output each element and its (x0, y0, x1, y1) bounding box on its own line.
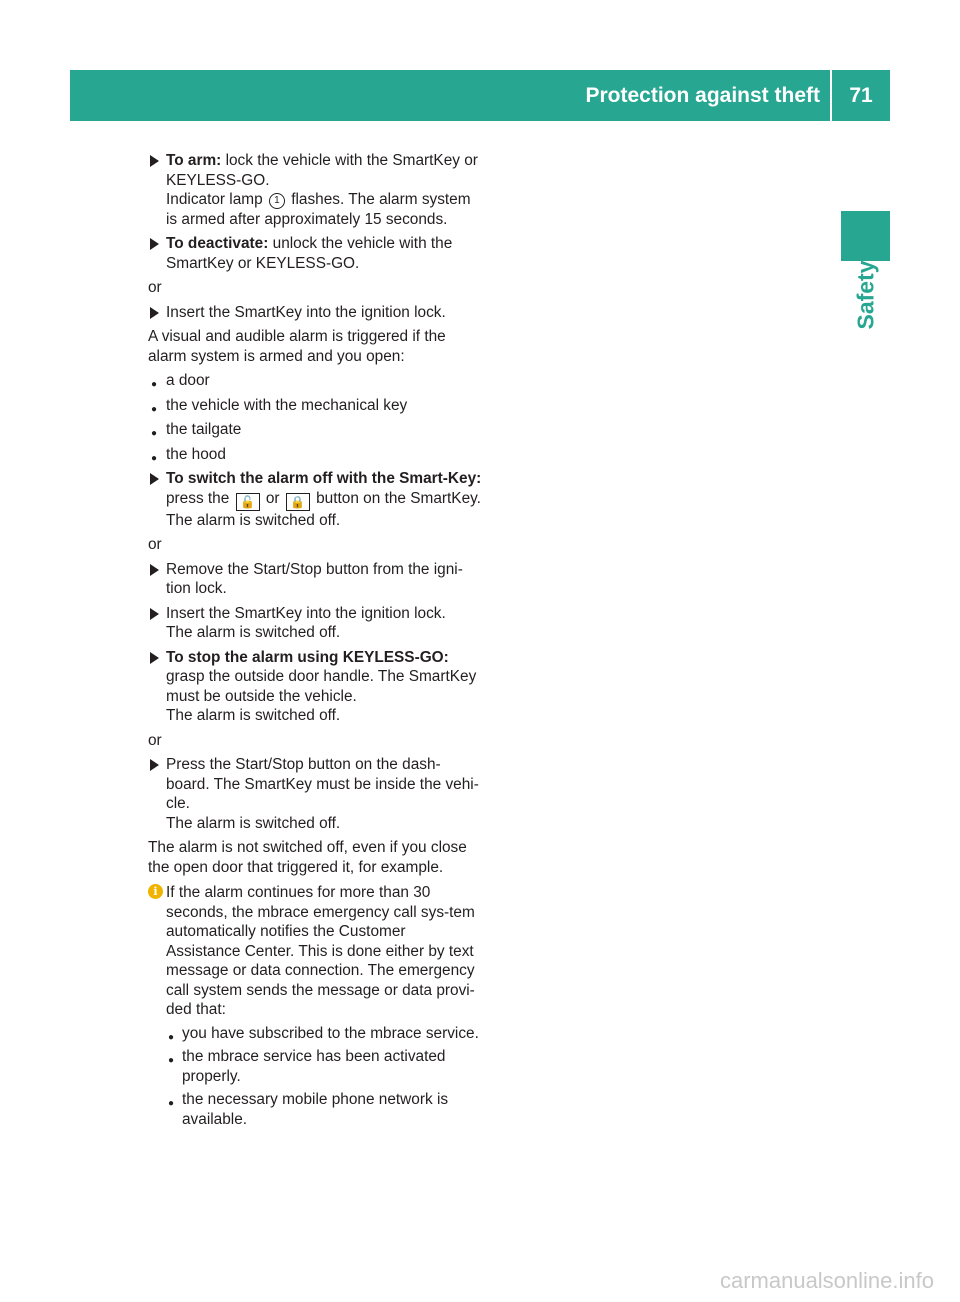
not-switched-off-text: The alarm is not switched off, even if you close the open door that triggered it, for example. (148, 839, 467, 876)
step-text: or (261, 489, 284, 507)
trigger-item (148, 420, 483, 440)
step-remove-button (148, 560, 483, 599)
step-arrow-icon (150, 759, 159, 771)
trigger-text: the tailgate (166, 421, 242, 438)
or-text: or (148, 731, 162, 749)
page-header (70, 70, 890, 121)
or-text: or (148, 536, 162, 553)
page-number: 71 (849, 84, 873, 107)
bullet-icon: ● (151, 379, 158, 390)
step-label: To switch the alarm off with the Smart-Key: (166, 470, 482, 487)
trigger-text: the vehicle with the mechanical key (166, 396, 408, 414)
note-item-text: you have subscribed to the mbrace service. (182, 1024, 479, 1042)
step-text: unlock the vehicle with the SmartKey or KEYLESS-GO. (166, 235, 453, 272)
note-item-text: the necessary mobile phone network is available. (182, 1091, 449, 1128)
step-text: Remove the Start/Stop button from the igni-tion lock. (166, 560, 463, 597)
step-switch-off-smartkey (148, 469, 483, 530)
step-insert-key (148, 303, 483, 323)
lock-icon: 🔒 (286, 493, 310, 511)
bullet-icon: ● (168, 1031, 175, 1043)
step-text: button on the SmartKey. (311, 489, 481, 507)
step-insert-key-2 (148, 604, 483, 643)
step-text: press the (166, 489, 234, 507)
note-item-text: the mbrace service has been activated properly. (182, 1048, 446, 1085)
page-body (148, 151, 483, 1134)
step-arrow-icon (150, 564, 159, 576)
section-title: Protection against theft (585, 84, 820, 107)
step-result: The alarm is switched off. (166, 707, 341, 724)
step-text: Insert the SmartKey into the ignition lock. (166, 303, 446, 321)
alarm-intro: A visual and audible alarm is triggered if the alarm system is armed and you open: (148, 328, 446, 365)
trigger-item (148, 445, 483, 465)
trigger-text: the hood (166, 445, 226, 463)
trigger-item (148, 396, 483, 416)
bullet-icon: ● (168, 1055, 175, 1066)
chapter-tab (841, 211, 890, 261)
step-arrow-icon (150, 307, 159, 319)
step-arm (148, 151, 483, 229)
note-item (166, 1047, 483, 1086)
watermark: carmanualsonline.info (719, 1268, 934, 1293)
step-arrow-icon (150, 608, 159, 620)
bullet-icon: ● (168, 1098, 175, 1109)
step-text: Insert the SmartKey into the ignition lock. (166, 604, 446, 622)
step-label: To deactivate: (166, 235, 269, 252)
note-item (166, 1090, 483, 1129)
step-text: Indicator lamp (166, 191, 267, 208)
info-note (148, 883, 483, 1129)
step-label: To arm: (166, 152, 222, 169)
step-keyless-go (148, 648, 483, 726)
bullet-icon: ● (151, 403, 158, 415)
step-arrow-icon (150, 473, 159, 485)
note-item (166, 1024, 483, 1044)
step-arrow-icon (150, 238, 159, 250)
bullet-icon: ● (151, 452, 158, 464)
step-result: The alarm is switched off. (166, 511, 341, 529)
step-press-button (148, 755, 483, 833)
trigger-text: a door (166, 372, 210, 389)
step-text: grasp the outside door handle. The SmartKey must be outside the vehicle. (166, 668, 477, 705)
unlock-icon: 🔓 (236, 493, 260, 511)
note-text: If the alarm continues for more than 30 seconds, the mbrace emergency call sys-tem automatically notifies the Customer Assistance Center. This is done either by text message or data connection. The emergency call system sends the message or data provi-ded that: (166, 884, 475, 1018)
chapter-label: Safety (852, 260, 879, 330)
or-text: or (148, 279, 162, 296)
step-result: The alarm is switched off. (166, 814, 341, 832)
step-text: flashes. The alarm system is armed after approximately 15 seconds. (166, 191, 471, 228)
step-result: The alarm is switched off. (166, 624, 341, 641)
step-text: Press the Start/Stop button on the dash-board. The SmartKey must be inside the vehi-cle. (166, 756, 479, 812)
step-label: To stop the alarm using KEYLESS-GO: (166, 648, 449, 666)
step-arrow-icon (150, 155, 159, 167)
trigger-item (148, 371, 483, 391)
step-arrow-icon (150, 652, 159, 664)
bullet-icon: ● (151, 428, 158, 439)
step-text: lock the vehicle with the SmartKey or KEYLESS-GO. (166, 152, 478, 189)
info-icon: i (148, 884, 163, 899)
step-deactivate (148, 234, 483, 273)
indicator-lamp-number: 1 (269, 193, 285, 209)
